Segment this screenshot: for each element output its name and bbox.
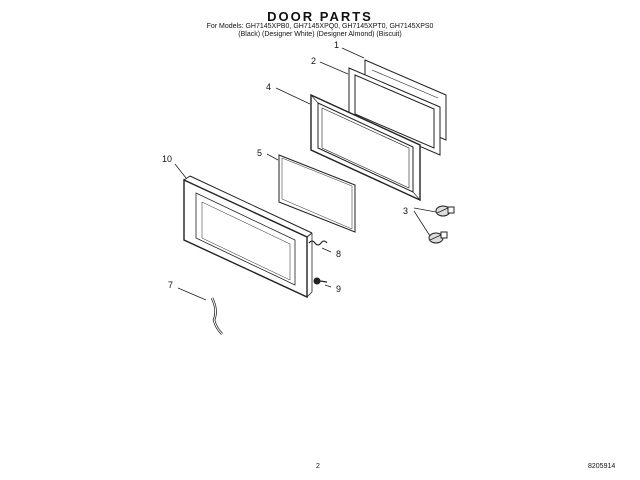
callout-5: 5 xyxy=(257,148,263,158)
part-5-screen-panel xyxy=(279,155,355,232)
callout-7: 7 xyxy=(168,280,174,290)
callout-9: 9 xyxy=(336,284,342,294)
callout-3: 3 xyxy=(403,206,409,216)
colors-line: (Black) (Designer White) (Designer Almond) (Biscuit) xyxy=(238,31,402,38)
callout-1: 1 xyxy=(334,40,340,50)
callout-10: 10 xyxy=(162,154,173,164)
document-code: 8205914 xyxy=(588,463,616,470)
callout-2: 2 xyxy=(311,56,317,66)
part-9-screw xyxy=(314,278,327,284)
page-title: DOOR PARTS xyxy=(267,9,373,24)
callout-8: 8 xyxy=(336,249,342,259)
part-7-latch-lever xyxy=(212,298,222,334)
models-line: For Models: GH7145XPB0, GH7145XPQ0, GH7145XPT0, GH7145XPS0 xyxy=(206,23,434,30)
callout-4: 4 xyxy=(266,82,272,92)
page-number: 2 xyxy=(316,463,320,470)
